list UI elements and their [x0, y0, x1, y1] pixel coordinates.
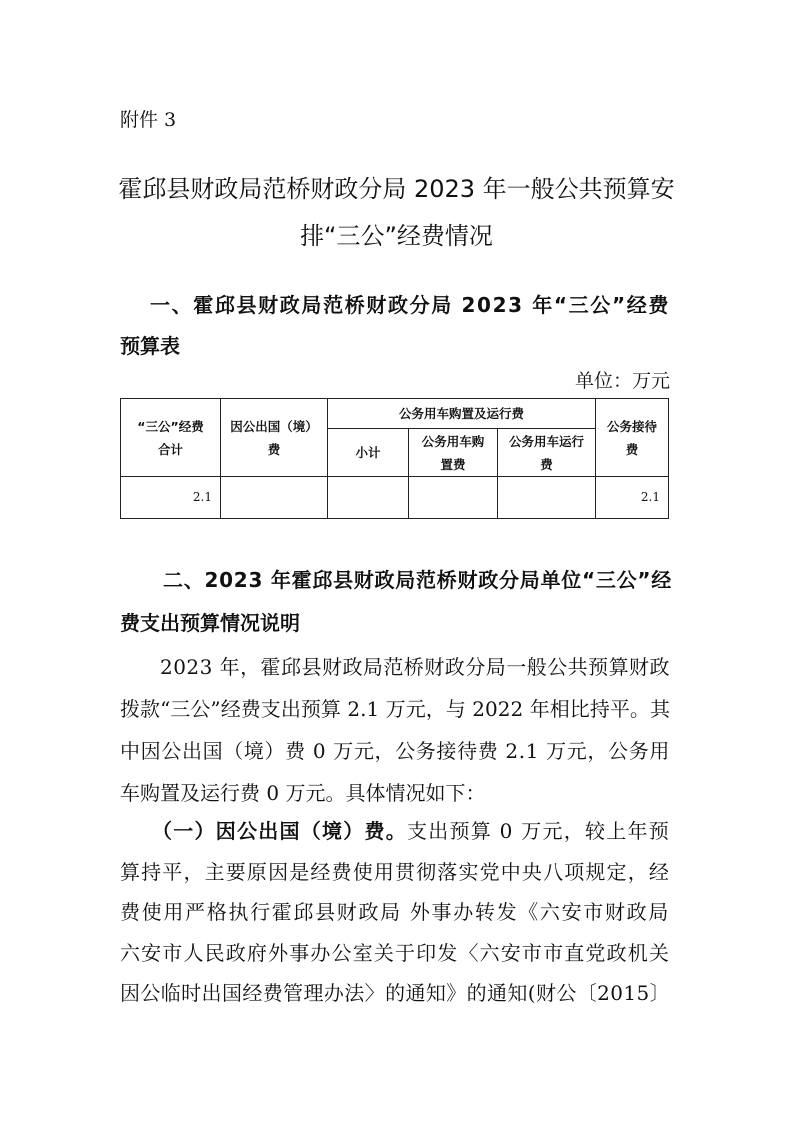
heading-line: 费支出预算情况说明 — [120, 611, 300, 635]
section1-heading — [120, 285, 671, 367]
header-total: “三公”经费 合计 — [121, 399, 221, 477]
budget-table — [120, 398, 669, 519]
paragraph-line: 2023 年，霍邱县财政局范桥财政分局一般公共预算财政 — [160, 655, 670, 679]
header-reception: 公务接待 费 — [596, 399, 669, 477]
attachment-label: 附件 3 — [120, 109, 177, 131]
table-header-row — [121, 399, 669, 429]
section2-heading — [120, 559, 671, 645]
heading-line: 一、霍邱县财政局范桥财政分局 2023 年“三公”经费 — [150, 293, 670, 317]
document-title — [0, 166, 793, 260]
header-subtotal: 小计 — [328, 429, 409, 477]
cell-vehicle-operation — [498, 477, 596, 519]
paragraph-summary — [120, 646, 671, 814]
paragraph-line: 拨款“三公”经费支出预算 2.1 万元，与 2022 年相比持平。其 — [120, 697, 670, 721]
bold-lead: （一）因公出国（境）费。 — [152, 819, 408, 843]
paragraph-line: 因公临时出国经费管理办法〉的通知》的通知(财公〔2015〕 — [120, 981, 670, 1005]
paragraph-line: 费使用严格执行霍邱县财政局 外事办转发《六安市财政局 — [120, 900, 670, 924]
paragraph-line: 算持平，主要原因是经费使用贯彻落实党中央八项规定，经 — [120, 859, 670, 884]
paragraph-line — [120, 811, 671, 852]
paragraph-line: 中因公出国（境）费 0 万元，公务接待费 2.1 万元，公务用 — [120, 739, 670, 763]
header-abroad: 因公出国（境） 费 — [221, 399, 328, 477]
cell-vehicle-purchase — [409, 477, 498, 519]
title-line: 霍邱县财政局范桥财政分局 2023 年一般公共预算安 — [118, 175, 675, 203]
title-line: 排“三公”经费情况 — [300, 222, 493, 250]
header-vehicle-purchase: 公务用车购 置费 — [409, 429, 498, 477]
unit-label: 单位：万元 — [574, 370, 670, 392]
header-vehicle-group: 公务用车购置及运行费 — [328, 399, 596, 429]
cell-reception: 2.1 — [596, 477, 669, 519]
heading-line: 预算表 — [120, 334, 180, 358]
paragraph-line: 车购置及运行费 0 万元。具体情况如下： — [120, 781, 486, 805]
header-vehicle-operation: 公务用车运行 费 — [498, 429, 596, 477]
cell-total: 2.1 — [121, 477, 221, 519]
heading-line: 二、2023 年霍邱县财政局范桥财政分局单位“三公”经 — [163, 568, 672, 592]
table-row — [121, 477, 669, 519]
paragraph-text: 支出预算 0 万元，较上年预 — [407, 819, 670, 843]
paragraph-abroad — [120, 811, 671, 1014]
paragraph-line: 六安市人民政府外事办公室关于印发〈六安市市直党政机关 — [120, 940, 670, 965]
cell-abroad — [221, 477, 328, 519]
cell-subtotal — [328, 477, 409, 519]
